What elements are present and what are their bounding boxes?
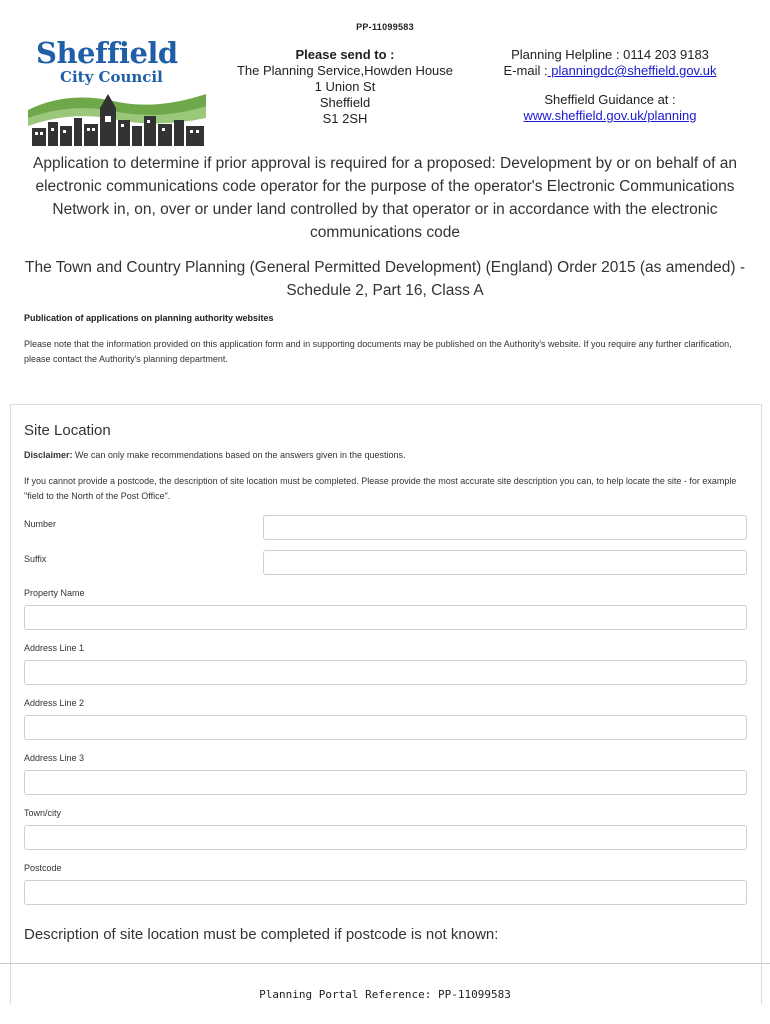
sheffield-city-council-logo	[26, 36, 206, 148]
send-to-line: The Planning Service,Howden House	[236, 63, 454, 78]
site-location-panel	[10, 404, 762, 1004]
send-to-line: S1 2SH	[322, 111, 368, 126]
logo-title: Sheffield	[36, 36, 178, 70]
postcode-label: Postcode	[24, 863, 62, 873]
logo-subtitle: City Council	[60, 68, 163, 86]
site-location-info: If you cannot provide a postcode, the description of site location must be completed. Please provide the most accurate site description you can, to help locate the site - for example "field to the North of the Post Office".	[24, 476, 737, 501]
email-label: E-mail :	[503, 63, 548, 78]
publication-text: Please note that the information provided on this application form and in supporting documents may be published on the Authority's website. If you require any further clarification, please contact the Authority's planning department.	[24, 339, 732, 364]
application-title: Application to determine if prior approval is required for a proposed: Development by or on behalf of an electronic communications code operator for the purpose of the operator's Electronic Communications Network in, on, over or under land controlled by that operator or in accordance with the electronic communications code	[33, 155, 737, 241]
address-line-2-input[interactable]	[24, 715, 747, 740]
description-heading: Description of site location must be completed if postcode is not known:	[24, 926, 499, 943]
property-name-input[interactable]	[24, 605, 747, 630]
postcode-input[interactable]	[24, 880, 747, 905]
guidance-link[interactable]: www.sheffield.gov.uk/planning	[523, 108, 697, 123]
send-to-line: 1 Union St	[314, 79, 376, 94]
number-input[interactable]	[263, 515, 747, 540]
send-to-heading: Please send to :	[295, 47, 395, 62]
address-line-3-label: Address Line 3	[24, 753, 85, 763]
suffix-label: Suffix	[24, 554, 47, 564]
planning-portal-reference: Planning Portal Reference: PP-11099583	[259, 988, 511, 1001]
publication-heading: Publication of applications on planning authority websites	[24, 313, 274, 323]
site-location-title: Site Location	[24, 422, 111, 439]
helpline-contact	[480, 47, 740, 124]
town-city-input[interactable]	[24, 825, 747, 850]
email-line	[480, 63, 740, 79]
disclaimer-label: Disclaimer:	[24, 450, 73, 460]
page-divider	[0, 963, 770, 964]
send-to-address	[220, 47, 470, 127]
town-city-label: Town/city	[24, 808, 62, 818]
city-skyline-icon	[28, 88, 206, 148]
number-label: Number	[24, 519, 57, 529]
disclaimer	[24, 450, 406, 460]
disclaimer-text: We can only make recommendations based on the answers given in the questions.	[72, 450, 406, 460]
guidance-label: Sheffield Guidance at :	[544, 92, 676, 107]
address-line-1-label: Address Line 1	[24, 643, 85, 653]
reference-number-top: PP-11099583	[356, 22, 414, 32]
email-link[interactable]: planningdc@sheffield.gov.uk	[547, 63, 717, 78]
suffix-input[interactable]	[263, 550, 747, 575]
helpline-phone: Planning Helpline : 0114 203 9183	[511, 47, 709, 62]
address-line-3-input[interactable]	[24, 770, 747, 795]
address-line-2-label: Address Line 2	[24, 698, 85, 708]
property-name-label: Property Name	[24, 588, 85, 598]
legislation-subtitle: The Town and Country Planning (General Permitted Development) (England) Order 2015 (as amended) - Schedule 2, Part 16, Class A	[25, 259, 745, 299]
address-line-1-input[interactable]	[24, 660, 747, 685]
send-to-line: Sheffield	[319, 95, 371, 110]
